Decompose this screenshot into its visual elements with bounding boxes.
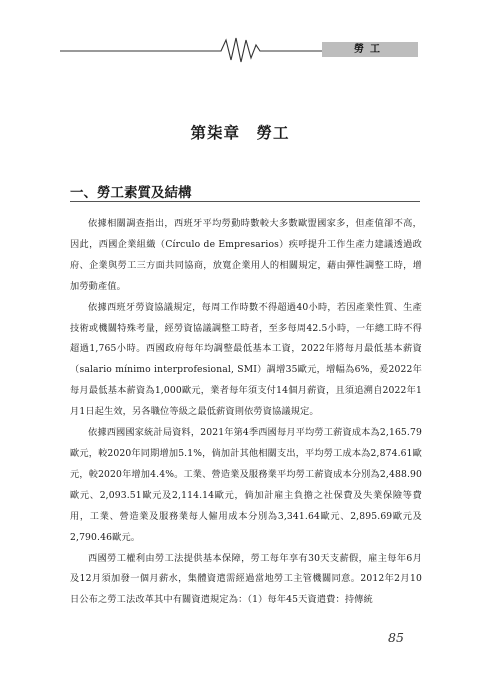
section-heading: 一、勞工素質及結構 xyxy=(70,185,192,201)
paragraph: 西國勞工權利由勞工法提供基本保障，勞工每年享有30天支薪假，雇主每年6月及12月須加發一個月薪水，集體資遣需經過當地勞工主管機關同意。2012年2月10日公布之勞工法改革其中有關資遣規定為：（1）每年45天資遣費：持傳統 xyxy=(70,552,422,606)
section-divider xyxy=(70,201,420,202)
paragraph: 依據西班牙勞資協議規定，每周工作時數不得超過40小時，若因產業性質、生產技術或機關特殊考量，經勞資協議調整工時者，至多每周42.5小時，一年總工時不得超過1,765小時。西國政府每年均調整最低基本工資，2022年將每月最低基本薪資（salario mínimo interprofesional, SMI）調增35歐元，增幅為6%，爰2022年每月最低基本薪資為1,000歐元，業者每年須支付14個月薪資，且須追溯自2022年1月1日起生效，另各職位等級之最低薪資則依勞資協議規定。 xyxy=(70,301,422,418)
body-text xyxy=(70,214,422,611)
header-pulse-line xyxy=(0,0,480,70)
paragraph: 依據西國國家統計局資料，2021年第4季西國每月平均勞工薪資成本為2,165.79歐元，較2020年同期增加5.1%，倘加計其他相關支出，平均勞工成本為2,874.61歐元，較2020年增加4.4%。工業、營造業及服務業平均勞工薪資成本分別為2,488.90歐元、2,093.51歐元及2,114.14歐元，倘加計雇主負擔之社保費及失業保險等費用，工業、營造業及服務業每人僱用成本分別為3,341.64歐元、2,895.69歐元及2,790.46歐元。 xyxy=(70,427,422,543)
page-number: 85 xyxy=(388,630,404,645)
paragraph: 依據相關調查指出，西班牙平均勞動時數較大多數歐盟國家多，但產值卻不高，因此，西國企業組織（Círculo de Empresarios）疾呼提升工作生產力建議透過政府、企業與勞工三方面共同協商，放寬企業用人的相關規定，藉由彈性調整工時，增加勞動產值。 xyxy=(70,218,422,292)
chapter-title: 第柒章 勞工 xyxy=(190,123,290,142)
running-header xyxy=(0,0,480,70)
header-section-label: 勞工 xyxy=(354,44,386,55)
